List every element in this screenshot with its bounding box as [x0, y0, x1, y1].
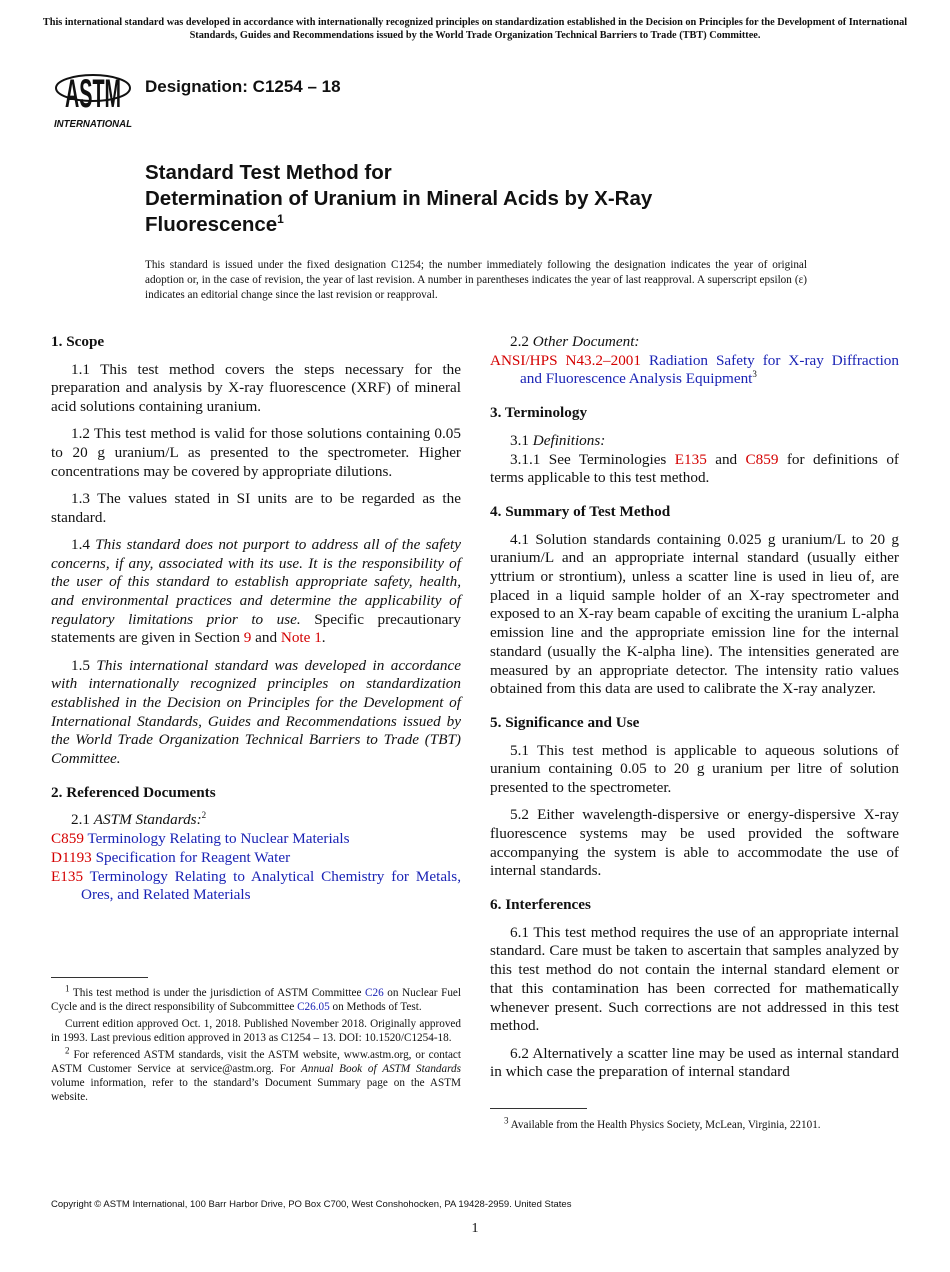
text-run: For referenced ASTM standards, visit the ASTM website, www.astm.org, or contact ASTM Customer Service at service@astm.org. For [51, 1049, 461, 1075]
footnote [51, 983, 462, 1014]
reference-link[interactable]: C859 [745, 450, 779, 468]
footnote [51, 1045, 461, 1104]
text-run: This test method is under the jurisdiction of ASTM Committee [69, 987, 366, 999]
svg-text:INTERNATIONAL: INTERNATIONAL [54, 119, 132, 130]
footnote-divider [51, 977, 148, 978]
reference-link[interactable]: Terminology Relating to Analytical Chemistry for Metals, Ores, and Related Materials [81, 867, 461, 904]
page-number: 1 [471, 1221, 479, 1236]
text-run: on Methods of Test. [329, 1001, 422, 1013]
text-run: . [321, 629, 326, 647]
title-line: Determination of Uranium in Mineral Acids by X-Ray [145, 187, 653, 210]
designation: Designation: C1254 – 18 [145, 77, 341, 96]
paragraph [490, 924, 899, 1036]
text-run: This standard does not purport to address all of the safety concerns, if any, associated with its use. It is the responsibility of the user of this standard to establish appropriate safety, health, and environmental practices and determine the applicability of regulatory limitations prior to use. [51, 535, 461, 628]
text-run: 6.1 This test method requires the use of an appropriate internal standard. Care must be taken to ascertain that samples analyzed by this test method do not contain the internal standard element or that this contamination has been corrected for mathematically whenever present. Such corrections are not addressed in this test method. [490, 923, 899, 1035]
text-run: 2.2 [510, 333, 533, 350]
text-run: and [706, 450, 746, 468]
paragraph [490, 531, 899, 699]
reference-link[interactable]: Specification for Reagent Water [91, 848, 291, 866]
reference-link[interactable]: ANSI/HPS N43.2–2001 [490, 351, 641, 369]
paragraph [490, 1045, 899, 1082]
footnote-ref[interactable]: 3 [504, 1115, 509, 1126]
title-line: Standard Test Method for [145, 161, 392, 184]
footnotes-left [51, 983, 462, 1107]
paragraph [51, 425, 461, 481]
tbt-banner: This international standard was developed in accordance with internationally recognized principles on standardization established in the Decision on Principles for the Development of International Standards, Guides and Recommendations issued by the World Trade Organization Technical Barriers to Trade (TBT) Committee. [42, 17, 908, 41]
reference-link[interactable]: C26.05 [297, 1001, 330, 1013]
footnote-ref[interactable]: 2 [65, 1045, 70, 1056]
section-heading: 5. Significance and Use [490, 713, 640, 731]
reference-item [490, 352, 899, 389]
footnotes-right [490, 1115, 899, 1135]
text-run: 6.2 Alternatively a scatter line may be used as internal standard in which case the preparation of internal standard [490, 1044, 899, 1081]
paragraph [51, 657, 461, 769]
text-run: This international standard was developed in accordance with internationally recognized principles on standardization established in the Decision on Principles for the Development of International Standards, Guides and Recommendations issued by the World Trade Organization Technical Barriers to Trade (TBT) Committee. [51, 656, 461, 768]
reference-link[interactable]: E135 [674, 450, 707, 468]
text-run: 3.1.1 See Terminologies [510, 450, 675, 468]
footnote [490, 1115, 899, 1132]
reference-link[interactable]: C859 [51, 830, 84, 848]
paragraph [490, 451, 899, 488]
paragraph [51, 490, 461, 527]
issuance-note: This standard is issued under the fixed designation C1254; the number immediately following the designation indicates the year of original adoption or, in the case of revision, the year of last revision. A number in parentheses indicates the year of last reapproval. A superscript epsilon (ε) indicates an editorial change since the last revision or reapproval. [145, 259, 807, 301]
text-run: 1.4 [71, 535, 96, 553]
text-run: 5.1 This test method is applicable to aqueous solutions of uranium containing 0.05 to 20 g uranium per litre of solution presented to the spectrometer. [490, 741, 899, 797]
text-run: Other Document: [532, 333, 640, 350]
section-heading: 6. Interferences [490, 896, 591, 914]
reference-link[interactable]: 9 [243, 629, 252, 647]
footnote-ref[interactable]: 1 [65, 983, 70, 994]
section-heading: 3. Terminology [490, 404, 588, 422]
reference-link[interactable]: Note 1 [280, 629, 322, 647]
paragraph [490, 806, 899, 881]
left-column [51, 333, 461, 905]
text-run: 1.2 This test method is valid for those solutions containing 0.05 to 20 g uranium/L as presented to the spectrometer. Higher concentrations may be covered by appropriate dilutions. [51, 425, 461, 480]
section-heading: 1. Scope [51, 333, 105, 350]
title-line: Fluorescence [145, 213, 278, 236]
text-run: for definitions of terms applicable to this test method. [490, 450, 899, 487]
copyright: Copyright © ASTM International, 100 Barr Harbor Drive, PO Box C700, West Conshohocken, PA 19428-2959. United States [51, 1199, 572, 1210]
reference-link[interactable]: D1193 [51, 848, 92, 866]
paragraph [51, 811, 461, 830]
reference-item [51, 830, 461, 849]
text-run: and [251, 629, 281, 647]
footnote-ref[interactable]: 2 [201, 810, 207, 821]
text-run: 2.1 [71, 811, 94, 829]
svg-text:ASTM: ASTM [65, 72, 121, 116]
paragraph [51, 361, 461, 417]
reference-link[interactable]: Terminology Relating to Nuclear Materials [83, 830, 350, 848]
text-run: 3.1 [510, 431, 533, 449]
right-column [490, 333, 899, 1090]
text-run: Current edition approved Oct. 1, 2018. Published November 2018. Originally approved in 1993. Last previous edition approved in 2013 as C1254 – 13. DOI: 10.1520/C1254-18. [51, 1018, 461, 1044]
text-run: Specific precautionary statements are given in Section [51, 610, 461, 647]
footnote-divider [490, 1108, 587, 1109]
document-title [145, 160, 652, 238]
text-run: 4.1 Solution standards containing 0.025 g uranium/L to 20 g uranium/L and an appropriate internal standard (usually either yttrium or strontium), unless a scatter line is used in lieu of, are placed in a liquid sample holder of an X-ray spectrometer and exposed to an X-ray beam capable of exciting the uranium L-alpha emission line and the appropriate emission line for the internal standard (usually the K-alpha line). The intensities generated are measured by an appropriate detector. The intensity ratio values obtained from this data are used to calibrate the X-ray analyzer. [490, 530, 899, 698]
text-run: volume information, refer to the standard’s Document Summary page on the ASTM website. [51, 1077, 461, 1103]
footnote-ref[interactable]: 1 [277, 212, 284, 227]
footnote-ref[interactable]: 3 [752, 369, 757, 380]
reference-link[interactable]: Radiation Safety for X-ray Diffraction and Fluorescence Analysis Equipment [520, 351, 899, 388]
text-run: Definitions: [532, 431, 606, 449]
text-run: Available from the Health Physics Society, McLean, Virginia, 22101. [508, 1119, 821, 1131]
paragraph [51, 536, 461, 648]
text-run: Annual Book of ASTM Standards [301, 1063, 461, 1075]
paragraph [490, 432, 899, 451]
paragraph [490, 742, 899, 798]
text-run: 1.1 This test method covers the steps necessary for the preparation and analysis by X-ray fluorescence (XRF) of mineral acid solutions containing uranium. [51, 360, 461, 416]
reference-link[interactable]: E135 [51, 867, 84, 885]
reference-link[interactable]: C26 [365, 987, 384, 999]
astm-logo [53, 55, 133, 131]
text-run: 5.2 Either wavelength-dispersive or energy-dispersive X-ray fluorescence systems may be used provided the software accompanying the system is able to accommodate the use of internal standards. [490, 806, 899, 880]
reference-item [51, 868, 461, 905]
text-run: 1.5 [71, 656, 97, 674]
section-heading: 2. Referenced Documents [51, 783, 216, 801]
reference-item [51, 849, 461, 868]
paragraph [490, 333, 899, 352]
text-run: ASTM Standards: [93, 811, 202, 829]
text-run: on Nuclear Fuel Cycle and is the direct responsibility of Subcommittee [51, 987, 462, 1013]
footnote [51, 1017, 461, 1045]
section-heading: 4. Summary of Test Method [490, 502, 671, 520]
text-run: 1.3 The values stated in SI units are to be regarded as the standard. [51, 489, 461, 526]
